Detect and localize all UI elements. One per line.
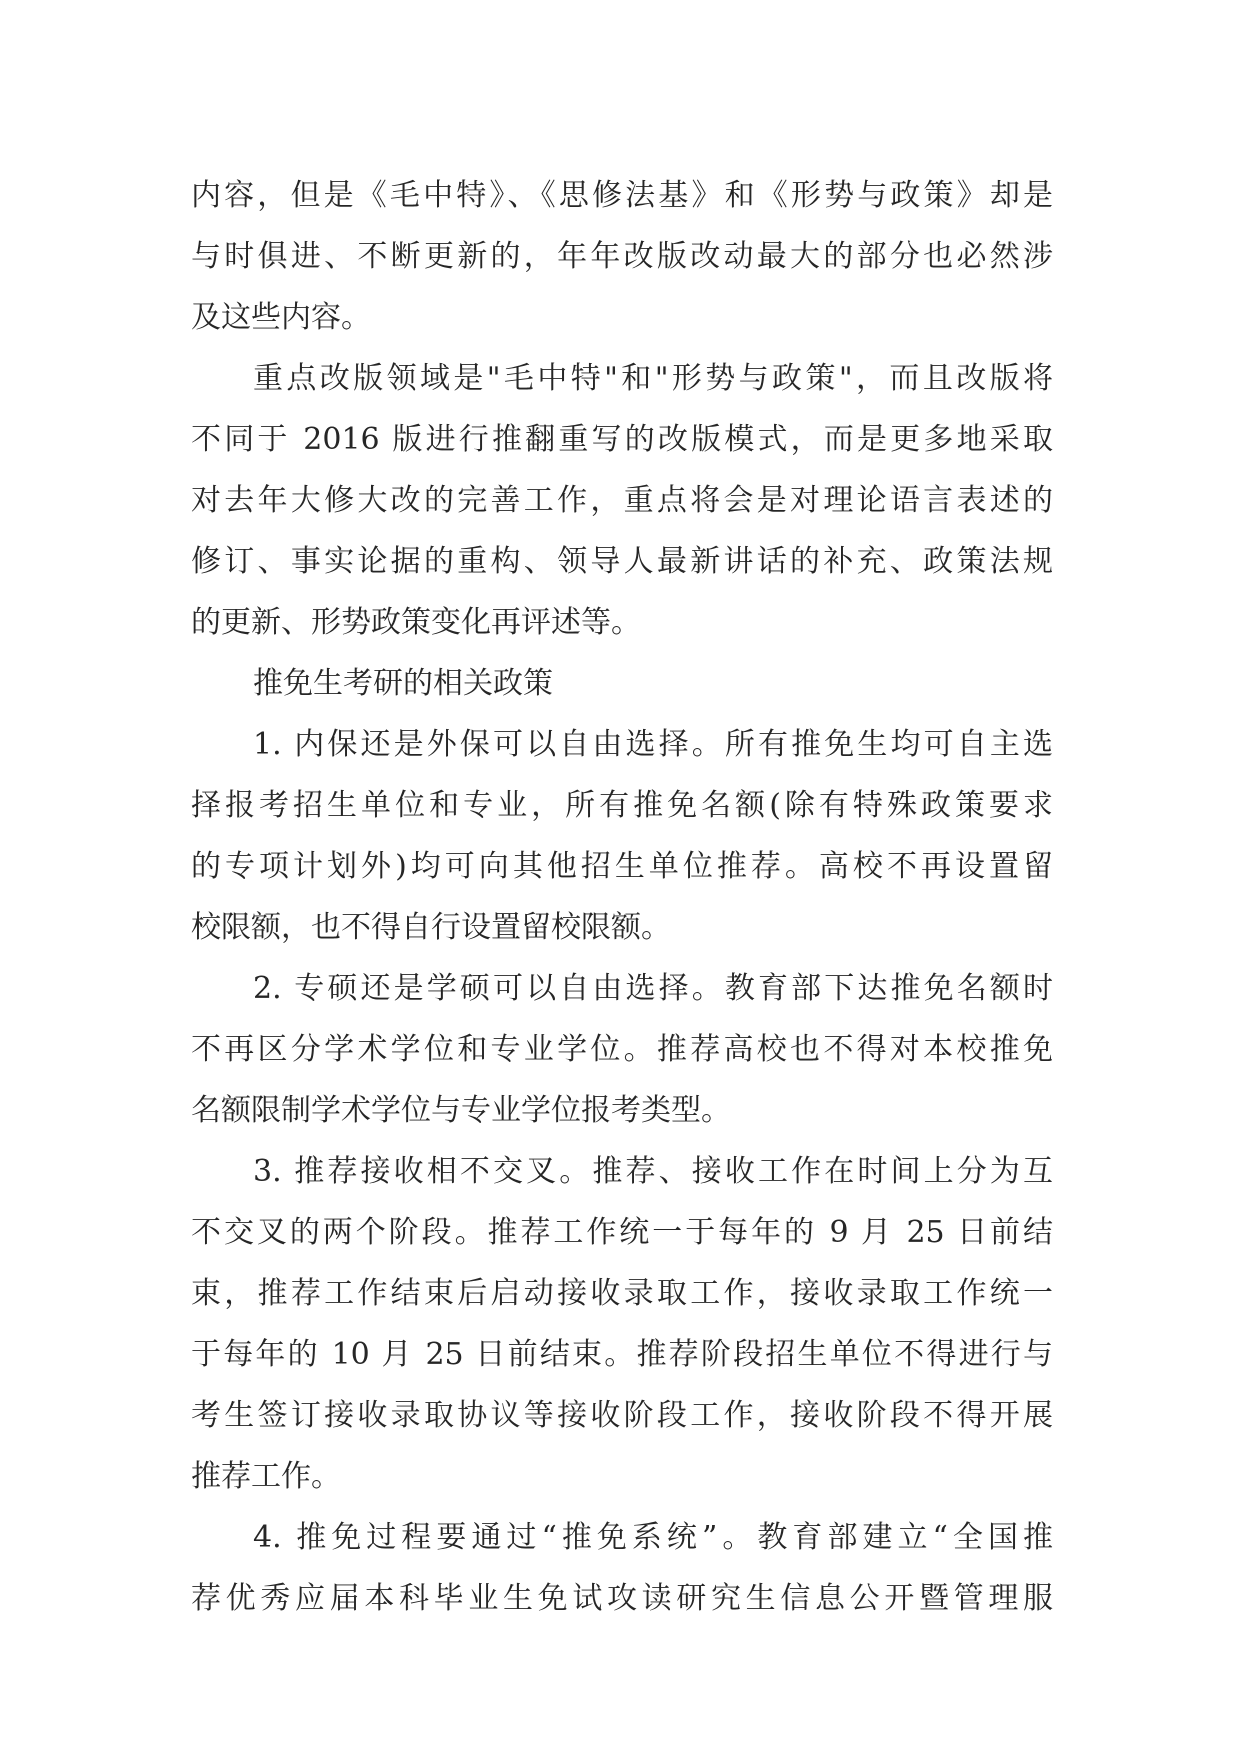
text-line-3: 及这些内容。 — [191, 300, 371, 335]
text-line-18: 不交叉的两个阶段。推荐工作统一于每年的 9 月 25 日前结 — [191, 1215, 1053, 1250]
text-line-2: 与时俱进、不断更新的，年年改版改动最大的部分也必然涉 — [191, 239, 1053, 274]
text-line-6: 对去年大修大改的完善工作，重点将会是对理论语言表述的 — [191, 483, 1053, 518]
text-line-22: 推荐工作。 — [191, 1459, 341, 1494]
text-line-15: 不再区分学术学位和专业学位。推荐高校也不得对本校推免 — [191, 1032, 1053, 1067]
text-line-4: 重点改版领域是"毛中特"和"形势与政策"，而且改版将 — [253, 361, 1053, 396]
text-line-14: 2. 专硕还是学硕可以自由选择。教育部下达推免名额时 — [253, 971, 1053, 1006]
text-line-12: 的专项计划外)均可向其他招生单位推荐。高校不再设置留 — [191, 849, 1053, 884]
text-line-16: 名额限制学术学位与专业学位报考类型。 — [191, 1093, 731, 1128]
text-line-24: 荐优秀应届本科毕业生免试攻读研究生信息公开暨管理服 — [191, 1581, 1053, 1616]
text-line-19: 束，推荐工作结束后启动接收录取工作，接收录取工作统一 — [191, 1276, 1053, 1311]
section-heading: 推免生考研的相关政策 — [253, 666, 553, 701]
text-line-13: 校限额，也不得自行设置留校限额。 — [191, 910, 671, 945]
text-line-17: 3. 推荐接收相不交叉。推荐、接收工作在时间上分为互 — [253, 1154, 1053, 1189]
text-line-23: 4. 推免过程要通过“推免系统”。教育部建立“全国推 — [253, 1520, 1053, 1555]
text-line-5: 不同于 2016 版进行推翻重写的改版模式，而是更多地采取 — [191, 422, 1053, 457]
text-line-8: 的更新、形势政策变化再评述等。 — [191, 605, 641, 640]
body-text — [191, 165, 1053, 1629]
text-line-1: 内容，但是《毛中特》、《思修法基》和《形势与政策》却是 — [191, 178, 1053, 213]
text-line-10: 1. 内保还是外保可以自由选择。所有推免生均可自主选 — [253, 727, 1053, 762]
text-line-20: 于每年的 10 月 25 日前结束。推荐阶段招生单位不得进行与 — [191, 1337, 1053, 1372]
text-line-7: 修订、事实论据的重构、领导人最新讲话的补充、政策法规 — [191, 544, 1053, 579]
text-line-21: 考生签订接收录取协议等接收阶段工作，接收阶段不得开展 — [191, 1398, 1053, 1433]
text-line-11: 择报考招生单位和专业，所有推免名额(除有特殊政策要求 — [191, 788, 1053, 823]
